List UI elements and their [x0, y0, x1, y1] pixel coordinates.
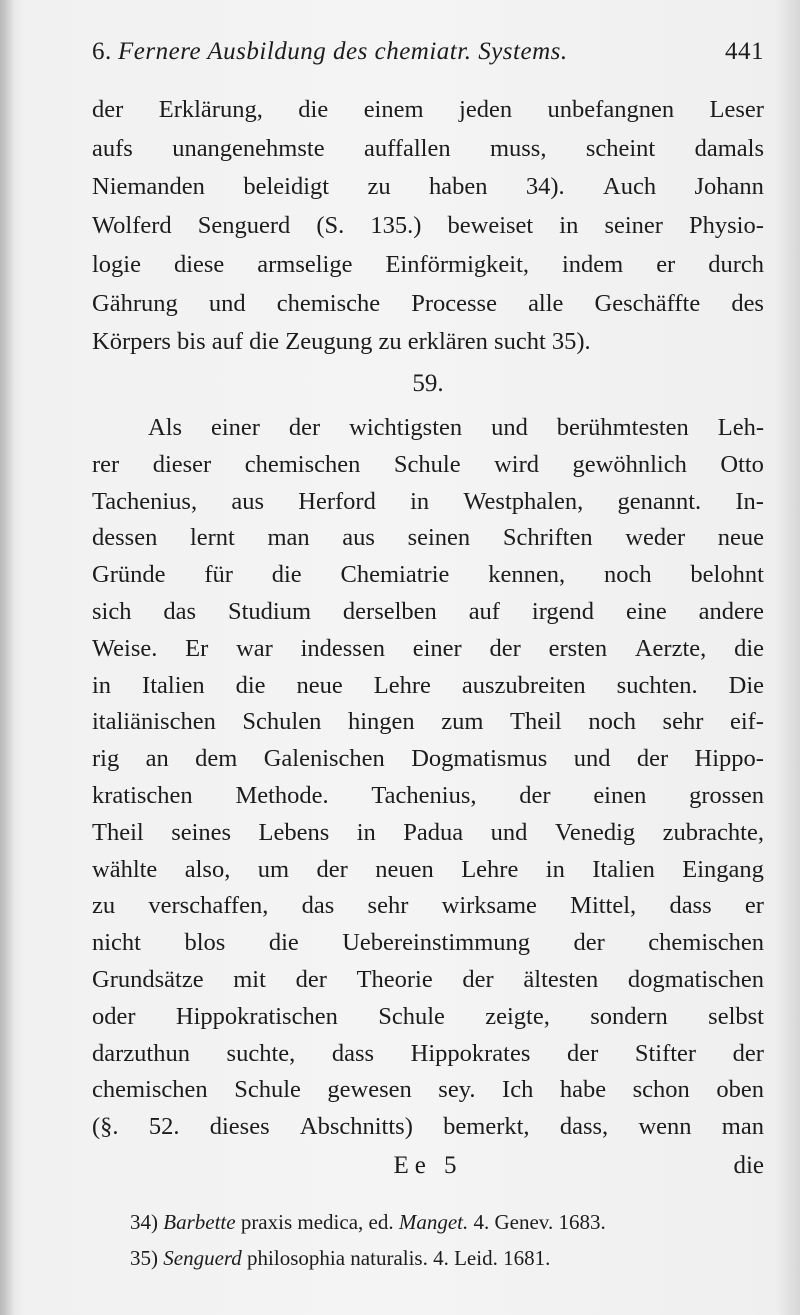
text-line: Grundsätze mit der Theorie der ältesten dogmatischen: [92, 966, 764, 993]
footnote-text: philosophia naturalis. 4. Leid. 1681.: [247, 1246, 551, 1270]
text-line: nicht blos die Uebereinstimmung der chemischen: [92, 929, 764, 957]
text-line: in Italien die neue Lehre auszubreiten suchten. Die: [92, 671, 764, 699]
text-line: Tachenius, aus Herford in Westphalen, genannt. In-: [92, 487, 764, 515]
text-line: rig an dem Galenischen Dogmatismus und der Hippo-: [92, 745, 764, 773]
text-line: wählte also, um der neuen Lehre in Italien Eingang: [92, 855, 764, 883]
text-line: Gährung und chemische Processe alle Geschäffte des: [92, 289, 764, 317]
footnote-author: Senguerd: [163, 1246, 242, 1270]
catchword: die: [733, 1152, 764, 1179]
text-line: kratischen Methode. Tachenius, der einen grossen: [92, 782, 764, 809]
text-line: darzuthun suchte, dass Hippokrates der Stifter der: [92, 1039, 764, 1067]
text-line: italiänischen Schulen hingen zum Theil noch sehr eif-: [92, 708, 764, 736]
text-line: Als einer der wichtigsten und berühmtesten Leh-: [148, 414, 764, 441]
signature-mark: Ee 5: [393, 1152, 463, 1179]
text-line: chemischen Schule gewesen sey. Ich habe schon oben: [92, 1076, 764, 1104]
text-line: rer dieser chemischen Schule wird gewöhnlich Otto: [92, 450, 764, 478]
chapter-title: Fernere Ausbildung des chemiatr. Systems.: [118, 38, 568, 65]
text-line: Gründe für die Chemiatrie kennen, noch belohnt: [92, 561, 764, 589]
footnote-editor: Manget.: [398, 1210, 469, 1234]
footnote-rest: 4. Genev. 1683.: [473, 1210, 606, 1234]
text-line: Theil seines Lebens in Padua und Venedig zubrachte,: [92, 818, 764, 846]
text-line: zu verschaffen, das sehr wirksame Mittel, dass er: [92, 892, 764, 920]
footnote-35: [130, 1243, 770, 1273]
text-line: logie diese armselige Einförmigkeit, indem er durch: [92, 250, 764, 278]
text-line: Körpers bis auf die Zeugung zu erklären sucht 35).: [92, 328, 591, 356]
text-line: der Erklärung, die einem jeden unbefangnen Leser: [92, 96, 764, 123]
text-line: aufs unangenehmste auffallen muss, scheint damals: [92, 134, 764, 162]
text-line: dessen lernt man aus seinen Schriften weder neue: [92, 524, 764, 552]
section-number: 59.: [412, 370, 444, 397]
footnote-marker: 34): [130, 1210, 158, 1234]
footnote-text: praxis medica, ed.: [240, 1210, 394, 1234]
page-edge-shadow: [0, 0, 14, 1315]
text-line: oder Hippokratischen Schule zeigte, sondern selbst: [92, 1002, 764, 1030]
chapter-number: 6.: [92, 38, 112, 65]
text-line: Wolferd Senguerd (S. 135.) beweiset in seiner Physio-: [92, 212, 764, 240]
page-number: 441: [725, 38, 764, 65]
footnote-34: [130, 1207, 770, 1237]
footnote-author: Barbette: [163, 1210, 236, 1234]
text-line: Niemanden beleidigt zu haben 34). Auch Johann: [92, 173, 764, 201]
text-line: Weise. Er war indessen einer der ersten Aerzte, die: [92, 634, 764, 662]
text-line: (§. 52. dieses Abschnitts) bemerkt, dass, wenn man: [92, 1113, 764, 1141]
page-footer: [92, 1148, 764, 1184]
footnote-marker: 35): [130, 1246, 158, 1270]
text-line: sich das Studium derselben auf irgend eine andere: [92, 598, 764, 625]
running-header: [92, 38, 764, 78]
